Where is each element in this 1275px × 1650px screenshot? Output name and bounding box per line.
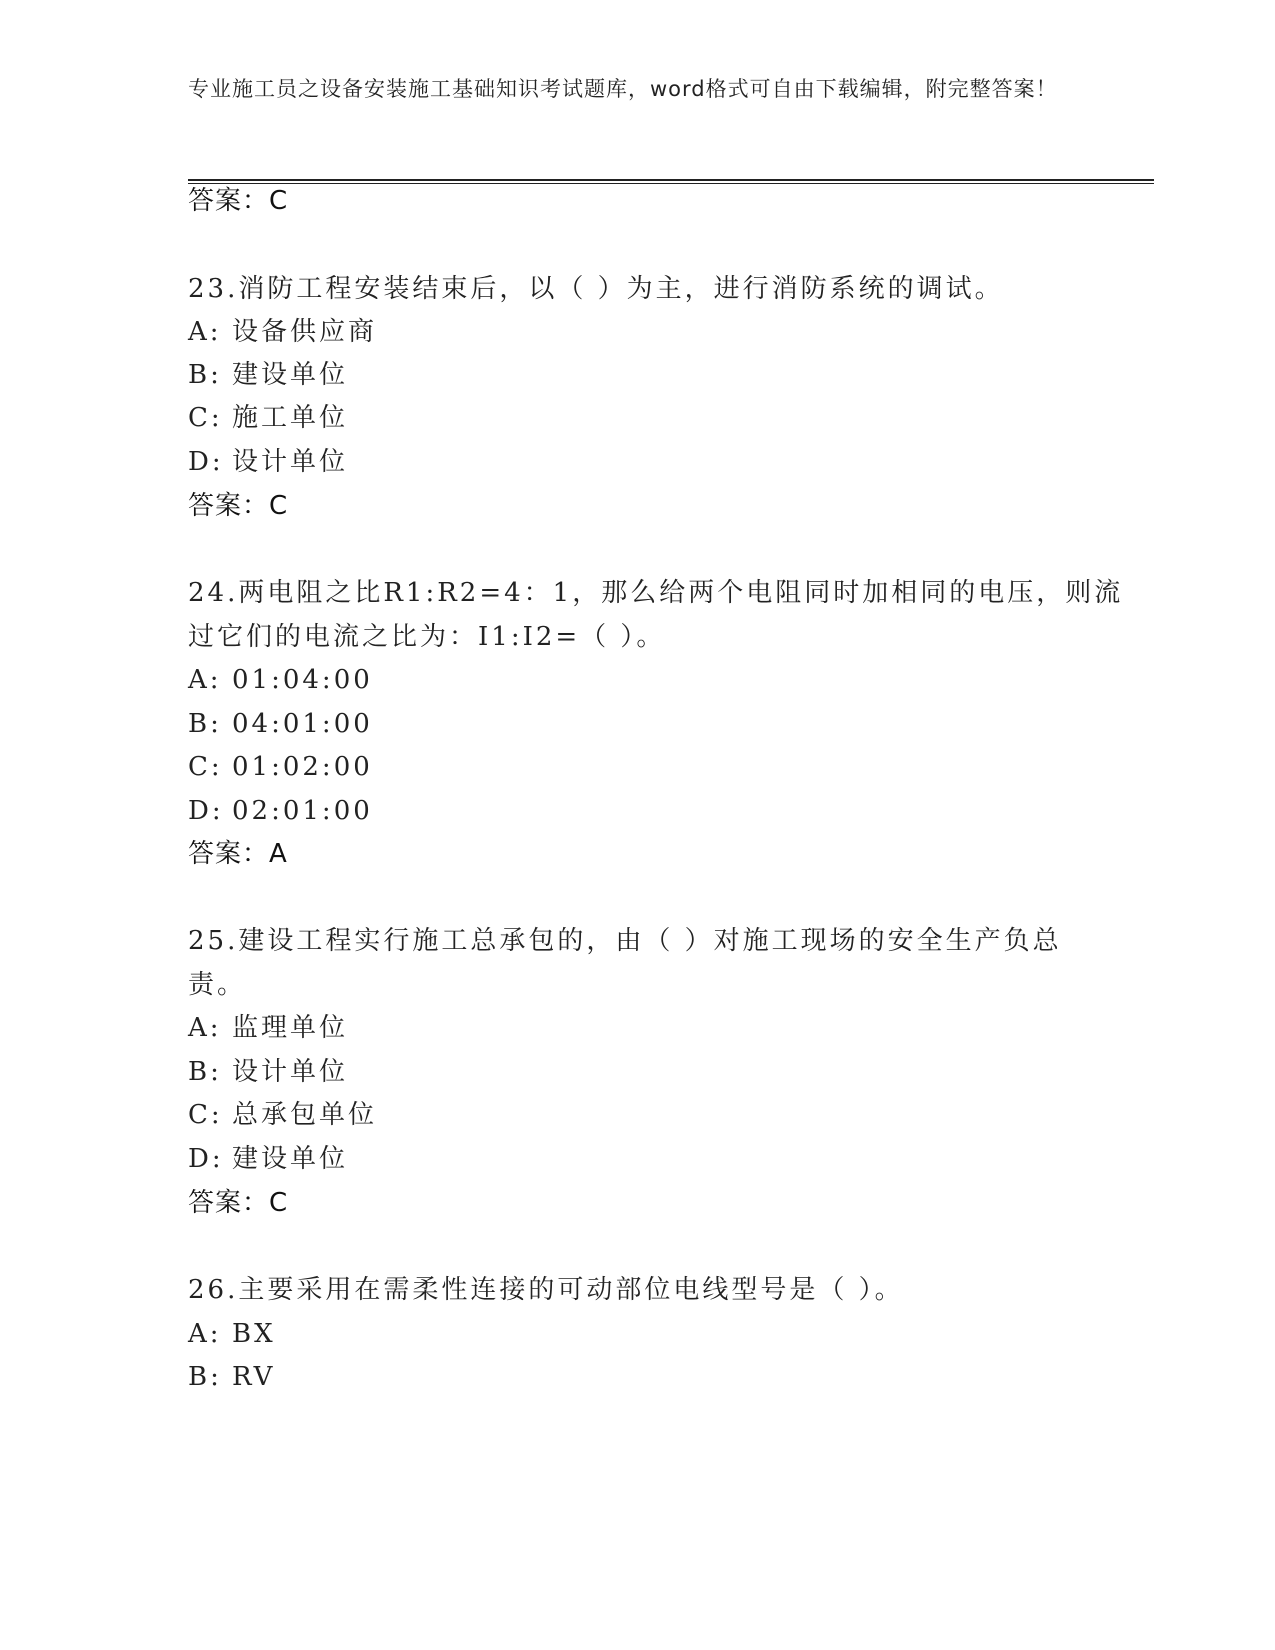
option-key: D: — [188, 796, 224, 826]
option-key: A: — [188, 317, 222, 347]
question-26-text: 26.主要采用在需柔性连接的可动部位电线型号是（ ）。 — [188, 1275, 904, 1305]
option-text: 建设单位 — [232, 360, 349, 390]
question-25-option-a — [188, 1011, 348, 1045]
option-text: RV — [232, 1362, 276, 1392]
answer-line-q24 — [188, 837, 288, 871]
answer-value: A — [269, 839, 288, 869]
answer-value: C — [269, 491, 289, 521]
question-25-option-c — [188, 1098, 377, 1132]
option-key: A: — [188, 1013, 222, 1043]
option-text: 设计单位 — [232, 447, 349, 477]
question-24-option-b — [188, 707, 373, 741]
option-text: 01:04:00 — [232, 665, 373, 695]
answer-line-q25 — [188, 1186, 288, 1220]
answer-label: 答案： — [188, 839, 270, 869]
option-key: D: — [188, 447, 224, 477]
question-25-text-line-2: 责。 — [188, 970, 247, 1000]
question-25-text-line-1: 25.建设工程实行施工总承包的，由（ ）对施工现场的安全生产负总 — [188, 926, 1062, 956]
header-divider-thin — [188, 183, 1154, 184]
question-23-option-a — [188, 315, 377, 349]
option-key: C: — [188, 403, 223, 433]
option-text: 设备供应商 — [232, 317, 378, 347]
question-23-option-b — [188, 358, 348, 392]
option-key: C: — [188, 752, 223, 782]
question-24-option-a — [188, 663, 373, 697]
option-key: B: — [188, 709, 222, 739]
answer-line-q23 — [188, 489, 288, 523]
question-23-text: 23.消防工程安装结束后，以（ ）为主，进行消防系统的调试。 — [188, 274, 1004, 304]
question-25-option-d — [188, 1142, 348, 1176]
option-key: A: — [188, 665, 222, 695]
answer-line-q22 — [188, 184, 288, 218]
document-header: 专业施工员之设备安装施工基础知识考试题库，word格式可自由下载编辑，附完整答案！ — [188, 77, 1058, 101]
option-text: 02:01:00 — [232, 796, 373, 826]
option-text: 总承包单位 — [232, 1100, 378, 1130]
question-24-text-line-1: 24.两电阻之比R1:R2=4：1，那么给两个电阻同时加相同的电压，则流 — [188, 578, 1124, 608]
answer-value: C — [269, 1188, 289, 1218]
option-text: 监理单位 — [232, 1013, 349, 1043]
question-23-option-c — [188, 401, 348, 435]
answer-label: 答案： — [188, 186, 270, 216]
question-24-text-line-2: 过它们的电流之比为：I1:I2=（ ）。 — [188, 622, 666, 652]
question-23-option-d — [188, 445, 348, 479]
question-24-option-d — [188, 794, 373, 828]
answer-label: 答案： — [188, 491, 270, 521]
option-key: C: — [188, 1100, 223, 1130]
option-key: B: — [188, 1057, 222, 1087]
question-26-option-a — [188, 1317, 276, 1351]
question-24-option-c — [188, 750, 373, 784]
option-text: BX — [232, 1319, 276, 1349]
answer-value: C — [269, 186, 289, 216]
option-text: 施工单位 — [232, 403, 349, 433]
option-key: D: — [188, 1144, 224, 1174]
option-key: B: — [188, 1362, 222, 1392]
header-divider-thick — [188, 179, 1154, 181]
option-text: 设计单位 — [232, 1057, 349, 1087]
option-key: A: — [188, 1319, 222, 1349]
answer-label: 答案： — [188, 1188, 270, 1218]
question-26-option-b — [188, 1360, 275, 1394]
question-25-option-b — [188, 1055, 348, 1089]
option-text: 建设单位 — [232, 1144, 349, 1174]
option-key: B: — [188, 360, 222, 390]
option-text: 04:01:00 — [232, 709, 373, 739]
option-text: 01:02:00 — [232, 752, 373, 782]
